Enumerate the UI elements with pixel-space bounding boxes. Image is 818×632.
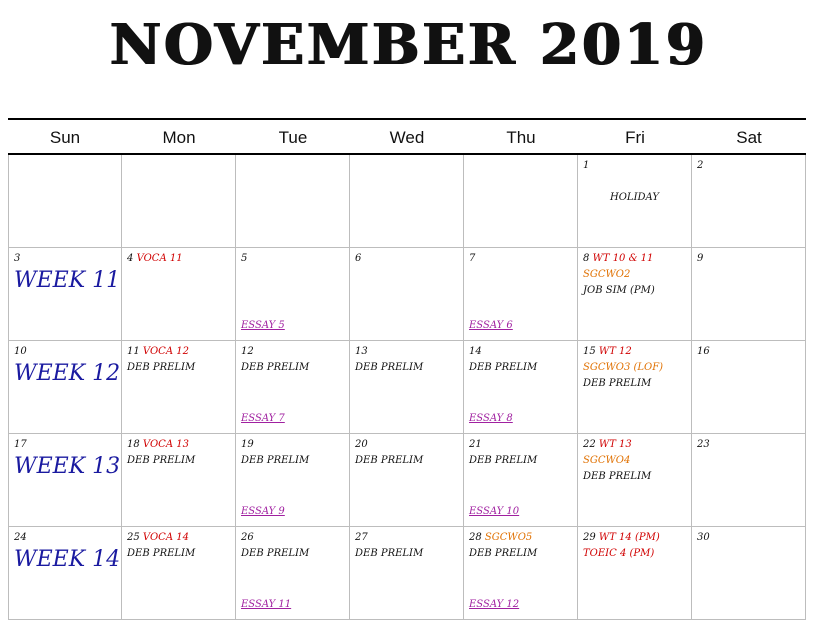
weekday-fri: Fri bbox=[625, 128, 645, 147]
day-number: 3 bbox=[14, 253, 21, 264]
day-cell[interactable] bbox=[464, 434, 578, 527]
day-cell[interactable] bbox=[578, 527, 692, 620]
holiday-label: HOLIDAY bbox=[610, 192, 659, 203]
event-label: VOCA 11 bbox=[136, 253, 183, 264]
day-first-line bbox=[14, 437, 121, 453]
week-row bbox=[8, 248, 806, 341]
day-number: 30 bbox=[697, 532, 710, 543]
event-label: DEB PRELIM bbox=[355, 362, 424, 373]
day-cell[interactable] bbox=[692, 155, 806, 248]
day-first-line bbox=[355, 344, 463, 360]
day-number: 12 bbox=[241, 346, 254, 357]
essay-link[interactable]: ESSAY 8 bbox=[469, 413, 513, 424]
day-first-line bbox=[355, 437, 463, 453]
day-first-line bbox=[583, 251, 691, 267]
day-number: 26 bbox=[241, 532, 254, 543]
event-label: VOCA 13 bbox=[142, 439, 189, 450]
day-first-line bbox=[127, 437, 235, 453]
day-cell[interactable] bbox=[8, 248, 122, 341]
essay-link[interactable]: ESSAY 10 bbox=[469, 506, 520, 517]
event-label: DEB PRELIM bbox=[583, 378, 652, 389]
day-first-line bbox=[469, 251, 577, 267]
day-number: 4 bbox=[127, 253, 134, 264]
week-row bbox=[8, 527, 806, 620]
day-number: 19 bbox=[241, 439, 254, 450]
event-label: WT 13 bbox=[598, 439, 632, 450]
day-cell[interactable] bbox=[122, 155, 236, 248]
day-cell[interactable] bbox=[236, 341, 350, 434]
day-number: 18 bbox=[127, 439, 140, 450]
day-first-line bbox=[697, 251, 805, 267]
event-label: VOCA 12 bbox=[142, 346, 189, 357]
day-number: 1 bbox=[583, 160, 590, 171]
day-cell[interactable] bbox=[692, 527, 806, 620]
day-number: 5 bbox=[241, 253, 248, 264]
day-cell[interactable] bbox=[578, 155, 692, 248]
week-row bbox=[8, 341, 806, 434]
day-cell[interactable] bbox=[578, 341, 692, 434]
day-number: 10 bbox=[14, 346, 27, 357]
event-label: DEB PRELIM bbox=[469, 548, 538, 559]
day-first-line bbox=[241, 437, 349, 453]
day-first-line bbox=[14, 530, 121, 546]
week-label: WEEK 13 bbox=[14, 454, 121, 479]
day-number: 20 bbox=[355, 439, 368, 450]
day-cell[interactable] bbox=[578, 434, 692, 527]
event-label: SGCWO2 bbox=[583, 269, 631, 280]
day-number: 11 bbox=[127, 346, 140, 357]
essay-link[interactable]: ESSAY 5 bbox=[241, 320, 285, 331]
week-row bbox=[8, 155, 806, 248]
day-number: 27 bbox=[355, 532, 368, 543]
day-number: 13 bbox=[355, 346, 368, 357]
day-number: 25 bbox=[127, 532, 140, 543]
day-number: 2 bbox=[697, 160, 704, 171]
event-label: DEB PRELIM bbox=[583, 471, 652, 482]
day-first-line bbox=[241, 344, 349, 360]
event-label: WT 10 & 11 bbox=[592, 253, 654, 264]
event-label: SGCWO4 bbox=[583, 455, 631, 466]
day-cell[interactable] bbox=[692, 434, 806, 527]
event-label: DEB PRELIM bbox=[355, 548, 424, 559]
day-number: 24 bbox=[14, 532, 27, 543]
day-cell[interactable] bbox=[8, 341, 122, 434]
event-label: VOCA 14 bbox=[142, 532, 189, 543]
day-cell[interactable] bbox=[350, 341, 464, 434]
week-label: WEEK 11 bbox=[14, 268, 121, 293]
day-first-line bbox=[697, 158, 805, 174]
day-number: 9 bbox=[697, 253, 704, 264]
event-label: SGCWO3 (LOF) bbox=[583, 362, 664, 373]
calendar-weeks bbox=[8, 155, 806, 620]
event-label: DEB PRELIM bbox=[127, 548, 196, 559]
day-cell[interactable] bbox=[122, 341, 236, 434]
day-number: 28 bbox=[469, 532, 482, 543]
day-cell[interactable] bbox=[464, 155, 578, 248]
weekday-thu: Thu bbox=[506, 128, 536, 147]
weekday-tue: Tue bbox=[278, 128, 308, 147]
event-label: DEB PRELIM bbox=[241, 548, 310, 559]
event-label: DEB PRELIM bbox=[127, 362, 196, 373]
day-cell[interactable] bbox=[122, 248, 236, 341]
day-number: 6 bbox=[355, 253, 362, 264]
weekday-mon: Mon bbox=[162, 128, 196, 147]
weekday-header bbox=[8, 118, 806, 155]
day-first-line bbox=[127, 251, 235, 267]
day-cell[interactable] bbox=[122, 434, 236, 527]
day-cell[interactable] bbox=[8, 155, 122, 248]
day-first-line bbox=[469, 344, 577, 360]
day-first-line bbox=[127, 344, 235, 360]
event-label: JOB SIM (PM) bbox=[583, 285, 655, 296]
day-cell[interactable] bbox=[578, 248, 692, 341]
day-cell[interactable] bbox=[350, 527, 464, 620]
day-cell[interactable] bbox=[350, 248, 464, 341]
day-cell[interactable] bbox=[236, 248, 350, 341]
event-label: DEB PRELIM bbox=[469, 362, 538, 373]
day-first-line bbox=[355, 530, 463, 546]
day-number: 8 bbox=[583, 253, 590, 264]
day-first-line bbox=[583, 530, 691, 546]
day-cell[interactable] bbox=[236, 527, 350, 620]
day-first-line bbox=[697, 344, 805, 360]
weekday-wed: Wed bbox=[389, 128, 425, 147]
day-number: 17 bbox=[14, 439, 27, 450]
day-first-line bbox=[127, 530, 235, 546]
day-first-line bbox=[355, 251, 463, 267]
event-label: TOEIC 4 (PM) bbox=[583, 548, 655, 559]
day-first-line bbox=[14, 251, 121, 267]
day-cell[interactable] bbox=[350, 155, 464, 248]
day-first-line bbox=[241, 251, 349, 267]
event-label: SGCWO5 bbox=[484, 532, 533, 543]
page-title: NOVEMBER 2019 bbox=[109, 12, 708, 78]
day-number: 16 bbox=[697, 346, 710, 357]
day-cell[interactable] bbox=[122, 527, 236, 620]
weekday-sat: Sat bbox=[736, 128, 762, 147]
day-cell[interactable] bbox=[8, 434, 122, 527]
event-label: WT 12 bbox=[598, 346, 632, 357]
day-cell[interactable] bbox=[464, 341, 578, 434]
calendar-grid bbox=[8, 118, 806, 620]
day-first-line bbox=[583, 344, 691, 360]
day-cell[interactable] bbox=[692, 341, 806, 434]
day-first-line bbox=[583, 158, 691, 174]
week-label: WEEK 12 bbox=[14, 361, 121, 386]
day-first-line bbox=[14, 344, 121, 360]
day-number: 15 bbox=[583, 346, 596, 357]
day-cell[interactable] bbox=[464, 527, 578, 620]
day-cell[interactable] bbox=[236, 155, 350, 248]
day-first-line bbox=[583, 437, 691, 453]
day-cell[interactable] bbox=[350, 434, 464, 527]
essay-link[interactable]: ESSAY 12 bbox=[469, 599, 520, 610]
day-first-line bbox=[469, 437, 577, 453]
day-first-line bbox=[697, 530, 805, 546]
event-label: DEB PRELIM bbox=[127, 455, 196, 466]
event-label: DEB PRELIM bbox=[355, 455, 424, 466]
essay-link[interactable]: ESSAY 9 bbox=[241, 506, 285, 517]
day-cell[interactable] bbox=[464, 248, 578, 341]
event-label: WT 14 (PM) bbox=[598, 532, 660, 543]
day-number: 22 bbox=[583, 439, 596, 450]
day-cell[interactable] bbox=[236, 434, 350, 527]
day-first-line bbox=[697, 437, 805, 453]
essay-link[interactable]: ESSAY 6 bbox=[469, 320, 513, 331]
day-number: 29 bbox=[583, 532, 596, 543]
day-number: 7 bbox=[469, 253, 476, 264]
day-number: 21 bbox=[469, 439, 482, 450]
event-label: DEB PRELIM bbox=[469, 455, 538, 466]
week-label: WEEK 14 bbox=[14, 547, 121, 572]
day-number: 14 bbox=[469, 346, 482, 357]
weekday-sun: Sun bbox=[49, 128, 81, 147]
day-cell[interactable] bbox=[692, 248, 806, 341]
day-first-line bbox=[241, 530, 349, 546]
day-first-line bbox=[469, 530, 577, 546]
day-number: 23 bbox=[697, 439, 710, 450]
event-label: DEB PRELIM bbox=[241, 455, 310, 466]
essay-link[interactable]: ESSAY 11 bbox=[241, 599, 292, 610]
event-label: DEB PRELIM bbox=[241, 362, 310, 373]
essay-link[interactable]: ESSAY 7 bbox=[241, 413, 285, 424]
week-row bbox=[8, 434, 806, 527]
day-cell[interactable] bbox=[8, 527, 122, 620]
